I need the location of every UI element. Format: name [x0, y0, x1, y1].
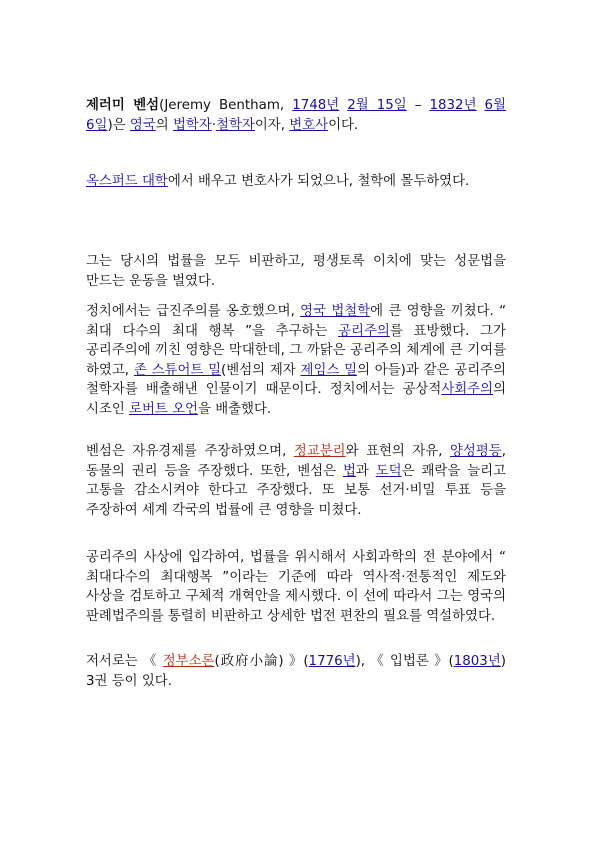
link-lawyer[interactable]: 변호사 [289, 117, 329, 133]
link-philosophy-of-law[interactable]: 영국 법철학 [300, 304, 371, 319]
education-paragraph [86, 172, 506, 192]
subject-name: 제러미 벤섬 [86, 98, 160, 113]
text: 그는 당시의 법률을 모두 비판하고, 평생토록 이치에 맞는 성문법을 만드는 운동을 벌였다. [86, 254, 506, 289]
text: , 동물의 권리 등을 주장했다. 또한, 벤섬은 [86, 444, 506, 479]
text: ), 《 입법론 》( [355, 654, 454, 669]
link-death-date[interactable]: 6월 6일 [86, 98, 507, 133]
link-separation-church-state[interactable]: 정교분리 [293, 444, 346, 459]
text: 이자, [254, 117, 290, 133]
text: (벤섬의 제자 [221, 362, 301, 378]
text: 을 배출했다. [198, 401, 272, 417]
link-oxford[interactable]: 옥스퍼드 대학 [86, 174, 168, 189]
link-birth-date[interactable]: 2월 15일 [347, 98, 407, 113]
text: 이다. [328, 117, 359, 133]
text: 은 쾌락을 늘리고 고통을 감소시켜야 한다고 주장했다. 또 보통 선거·비밀 투표 등을 주장하여 세계 각국의 법률에 큰 영향을 미쳤다. [86, 463, 506, 518]
intro-paragraph [86, 96, 506, 135]
text: 와 표현의 자유, [345, 444, 450, 459]
text: 의 시조인 [86, 382, 506, 417]
text: 정치에서는 급진주의를 옹호했으며, [86, 304, 301, 319]
text: 벤섬은 자유경제를 주장하였으며, [86, 444, 294, 459]
link-john-stuart-mill[interactable]: 존 스튜어트 밀 [133, 362, 222, 378]
text: 의 아들)과 같은 공리주의 철학자를 배출해낸 인물이기 때문이다. 정치에서는 공상적 [86, 362, 506, 397]
link-death-year[interactable]: 1832년 [429, 98, 477, 113]
link-year-1803[interactable]: 1803년 [453, 654, 501, 669]
text: ) 3권 등이 있다. [86, 654, 506, 689]
text: (政府小論) 》( [214, 654, 309, 669]
text: (Jeremy Bentham, [159, 98, 293, 113]
link-gender-equality[interactable]: 양성평등 [449, 444, 502, 459]
text: – [406, 98, 430, 113]
text: 를 표방했다. 그가 공리주의에 끼친 영향은 막대한데, 그 까닭은 공리주의 체계에 큰 기여를 하였고, [86, 323, 506, 378]
link-philosopher[interactable]: 철학자 [216, 117, 255, 133]
link-morality[interactable]: 도덕 [375, 463, 402, 479]
text: 저서로는 《 [86, 654, 163, 669]
text [477, 98, 485, 113]
activism-paragraph [86, 252, 506, 291]
link-james-mill[interactable]: 제임스 밀 [300, 362, 358, 378]
link-jurist[interactable]: 법학자 [172, 117, 212, 133]
liberty-paragraph [86, 442, 506, 520]
works-paragraph [86, 652, 506, 691]
link-country[interactable]: 영국 [129, 117, 156, 133]
text: 에서 배우고 변호사가 되었으나, 철학에 몰두하였다. [167, 174, 470, 189]
politics-paragraph [86, 302, 506, 419]
link-robert-owen[interactable]: 로버트 오언 [129, 401, 198, 417]
link-utilitarianism[interactable]: 공리주의 [338, 323, 390, 339]
text: 공리주의 사상에 입각하여, 법률을 위시해서 사회과학의 전 분야에서 “ 최대다수의 최대행복 ”이라는 기준에 따라 역사적·전통적인 제도와 사상을 검토하고 구체적 개혁안을 제시했다. 이 선에 따라서 그는 영국의 판례법주의를 통렬히 비판하고 상세한 법전 편찬의 필요를 역설하였다. [86, 550, 506, 624]
text: · [211, 117, 217, 133]
link-law[interactable]: 법 [342, 463, 356, 479]
text: 의 [155, 117, 173, 133]
link-fragment-on-government[interactable]: 정부소론 [162, 654, 215, 669]
link-socialism[interactable]: 사회주의 [441, 382, 494, 397]
link-year-1776[interactable]: 1776년 [308, 654, 356, 669]
link-birth-year[interactable]: 1748년 [292, 98, 340, 113]
text: )은 [107, 117, 130, 133]
reform-paragraph [86, 548, 506, 626]
text: 에 큰 영향을 끼쳤다. “ 최대 다수의 최대 행복 ”을 추구하는 [86, 304, 507, 339]
text: 과 [355, 463, 376, 479]
